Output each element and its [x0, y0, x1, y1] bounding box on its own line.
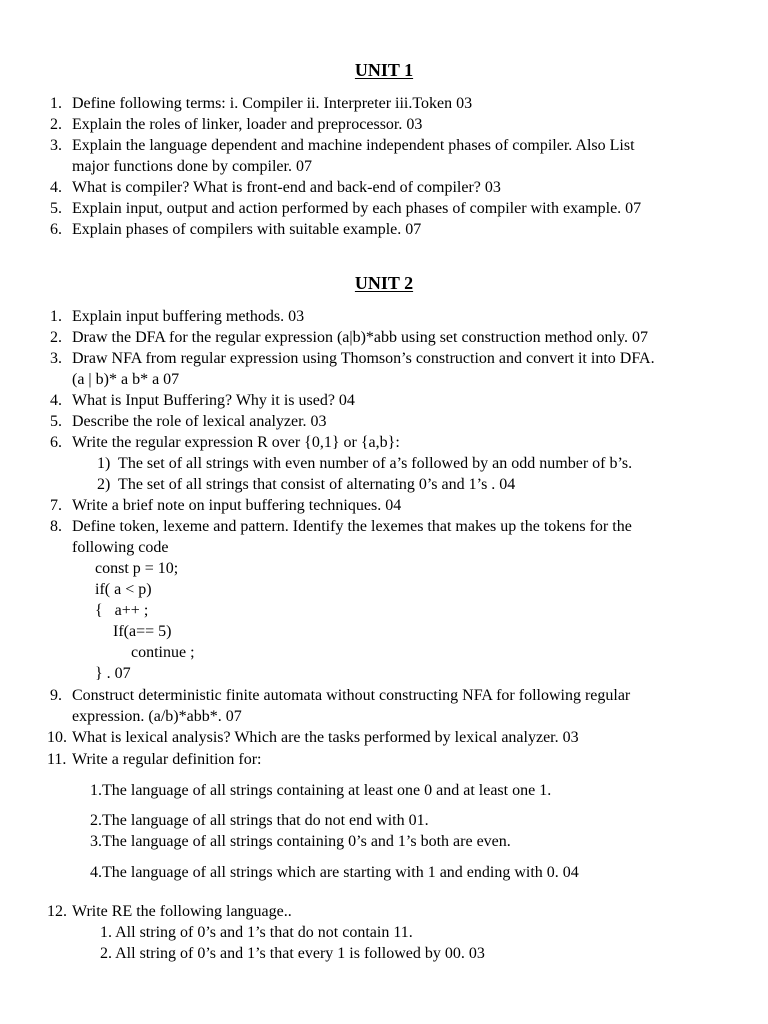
sub-item-text: 2. All string of 0’s and 1’s that every 1 is followed by 00. 03	[100, 945, 485, 962]
list-item-text: What is lexical analysis? Which are the tasks performed by lexical analyzer. 03	[72, 729, 579, 746]
list-item-number: 1.	[50, 308, 62, 325]
code-line: const p = 10;	[95, 560, 179, 577]
list-item-number: 7.	[50, 497, 62, 514]
list-item-number: 1.	[50, 95, 62, 112]
list-item-text: Explain the roles of linker, loader and preprocessor. 03	[72, 116, 423, 133]
list-item-text: Explain input buffering methods. 03	[72, 308, 305, 325]
list-item-number: 3.	[50, 137, 62, 154]
list-item-text: (a | b)* a b* a 07	[72, 371, 180, 388]
list-item-text: Write a regular definition for:	[72, 751, 262, 768]
list-item-text: Write the regular expression R over {0,1} or {a,b}:	[72, 434, 400, 451]
list-item-text: Explain phases of compilers with suitable example. 07	[72, 221, 422, 238]
list-item-text: What is compiler? What is front-end and back-end of compiler? 03	[72, 179, 501, 196]
sub-item-text: 1.The language of all strings containing at least one 0 and at least one 1.	[90, 782, 552, 799]
sub-item-text: 1. All string of 0’s and 1’s that do not contain 11.	[100, 924, 413, 941]
code-line: If(a== 5)	[113, 623, 172, 640]
sub-item-text: 2) The set of all strings that consist of alternating 0’s and 1’s . 04	[97, 476, 516, 493]
unit-1-heading: UNIT 1	[354, 60, 414, 80]
list-item-text: What is Input Buffering? Why it is used? 04	[72, 392, 355, 409]
sub-item-text: 3.The language of all strings containing 0’s and 1’s both are even.	[90, 833, 511, 850]
list-item-number: 5.	[50, 413, 62, 430]
list-item-text: Describe the role of lexical analyzer. 03	[72, 413, 327, 430]
sub-item-text: 4.The language of all strings which are starting with 1 and ending with 0. 04	[90, 864, 579, 881]
list-item-number: 11.	[47, 751, 67, 768]
list-item-text: Explain the language dependent and machine independent phases of compiler. Also List	[72, 137, 635, 154]
sub-item-text: 2.The language of all strings that do not end with 01.	[90, 812, 429, 829]
list-item-number: 5.	[50, 200, 62, 217]
sub-item-text: 1) The set of all strings with even number of a’s followed by an odd number of b’s.	[97, 455, 633, 472]
list-item-number: 4.	[50, 392, 62, 409]
code-line: continue ;	[131, 644, 195, 661]
list-item-text: Write RE the following language..	[72, 903, 292, 920]
code-line: if( a < p)	[95, 581, 152, 598]
code-line: } . 07	[95, 665, 131, 682]
list-item-number: 3.	[50, 350, 62, 367]
list-item-text: Construct deterministic finite automata without constructing NFA for following regular	[72, 687, 631, 704]
list-item-text: following code	[72, 539, 169, 556]
list-item-text: Define token, lexeme and pattern. Identify the lexemes that makes up the tokens for the	[72, 518, 632, 535]
list-item-text: major functions done by compiler. 07	[72, 158, 312, 175]
list-item-number: 12.	[47, 903, 67, 920]
list-item-text: Draw the DFA for the regular expression (a|b)*abb using set construction method only. 07	[72, 329, 648, 346]
code-line: { a++ ;	[95, 602, 149, 619]
list-item-number: 8.	[50, 518, 62, 535]
unit-2-heading: UNIT 2	[354, 273, 414, 293]
list-item-number: 10.	[47, 729, 67, 746]
list-item-number: 2.	[50, 329, 62, 346]
list-item-text: Write a brief note on input buffering techniques. 04	[72, 497, 402, 514]
list-item-number: 6.	[50, 221, 62, 238]
list-item-text: expression. (a/b)*abb*. 07	[72, 708, 242, 725]
list-item-number: 6.	[50, 434, 62, 451]
list-item-text: Define following terms: i. Compiler ii. Interpreter iii.Token 03	[72, 95, 473, 112]
list-item-number: 9.	[50, 687, 62, 704]
list-item-text: Explain input, output and action performed by each phases of compiler with example. 07	[72, 200, 642, 217]
list-item-number: 2.	[50, 116, 62, 133]
list-item-text: Draw NFA from regular expression using Thomson’s construction and convert it into DFA.	[72, 350, 655, 367]
list-item-number: 4.	[50, 179, 62, 196]
